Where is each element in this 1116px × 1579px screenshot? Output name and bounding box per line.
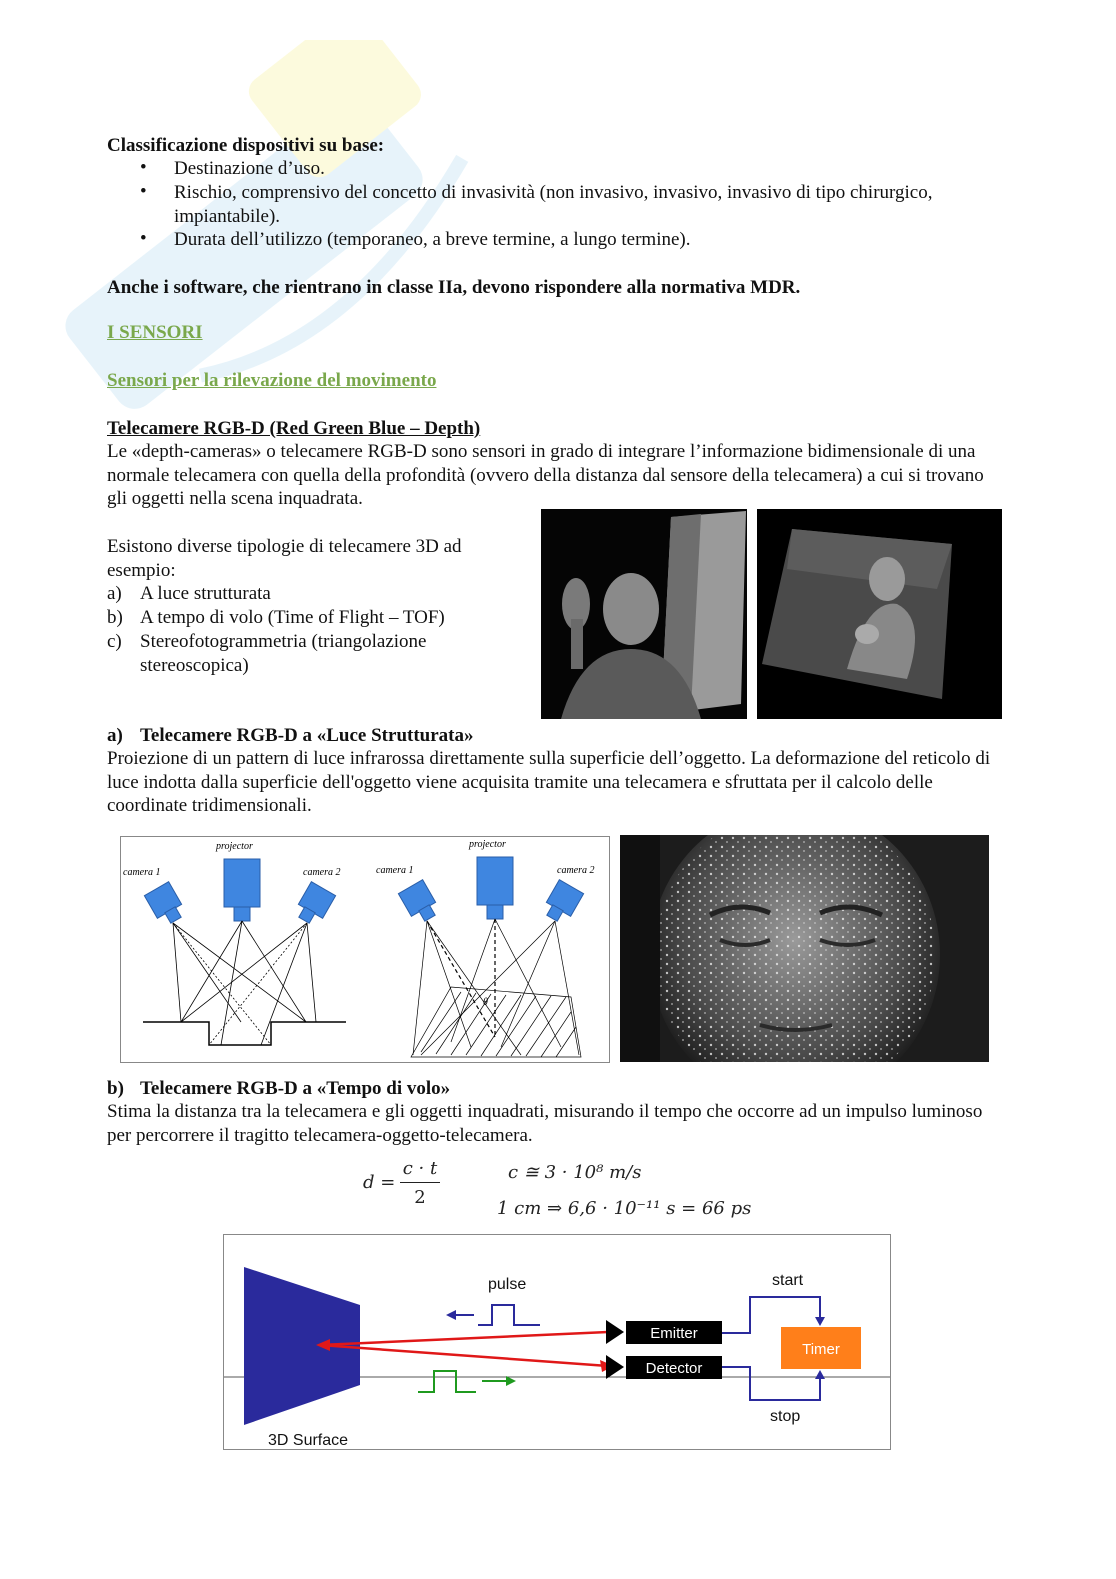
camera-icon bbox=[298, 882, 335, 923]
camera1-label: camera 1 bbox=[376, 865, 414, 876]
type-structured-light: A luce strutturata bbox=[140, 583, 271, 604]
depth-image-person-waving bbox=[541, 509, 747, 719]
face-ir-pattern-image bbox=[620, 835, 989, 1062]
bullet-icon: • bbox=[140, 181, 147, 202]
tof-marker: b) bbox=[107, 1078, 124, 1099]
fraction-bar bbox=[400, 1182, 440, 1183]
emitter-label: Emitter bbox=[650, 1325, 698, 1342]
tof-title: Telecamere RGB-D a «Tempo di volo» bbox=[140, 1078, 451, 1099]
timer-label: Timer bbox=[802, 1341, 840, 1358]
formula-speed: c ≅ 3 · 10⁸ m/s bbox=[508, 1162, 642, 1183]
structured-light-marker: a) bbox=[107, 725, 123, 746]
detector-lens-icon bbox=[606, 1355, 624, 1379]
classification-item-1: Destinazione d’uso. bbox=[174, 158, 325, 179]
structured-light-text: Proiezione di un pattern di luce infrarossa direttamente sulla superficie dell’oggetto. La deformazione del reticolo di luce indotta dalla superficie dell'oggetto viene acquisita tramite una telecamera e sfruttata per il calcolo delle coordinate tridimensionali. bbox=[107, 748, 991, 816]
structured-light-diagram bbox=[120, 836, 610, 1063]
type-marker: c) bbox=[107, 631, 122, 652]
type-stereo: Stereofotogrammetria (triangolazione stereoscopica) bbox=[140, 631, 427, 676]
section-title: I SENSORI bbox=[107, 322, 203, 343]
depth-image-person-crouching bbox=[757, 509, 1002, 719]
structured-light-title: Telecamere RGB-D a «Luce Strutturata» bbox=[140, 725, 474, 746]
bullet-icon: • bbox=[140, 228, 147, 249]
camera2-label: camera 2 bbox=[557, 865, 595, 876]
rgbd-intro: Le «depth-cameras» o telecamere RGB-D sono sensori in grado di integrare l’informazione bidimensionale di una normale telecamera con quella della profondità (ovvero della distanza dal sensore della telecamera) a cui si trovano gli oggetti nella scena inquadrata. bbox=[107, 441, 984, 509]
formula-lhs: d = bbox=[363, 1172, 396, 1193]
arrow-up-icon bbox=[815, 1370, 825, 1379]
camera-icon bbox=[144, 882, 181, 923]
type-marker: a) bbox=[107, 583, 122, 604]
type-marker: b) bbox=[107, 607, 123, 628]
detector-label: Detector bbox=[645, 1360, 703, 1377]
camera-icon bbox=[546, 880, 583, 921]
arrow-left-icon bbox=[446, 1310, 456, 1320]
subsection-title: Sensori per la rilevazione del movimento bbox=[107, 370, 437, 391]
camera2-label: camera 2 bbox=[303, 867, 341, 878]
camera1-label: camera 1 bbox=[123, 867, 161, 878]
classification-heading: Classificazione dispositivi su base: bbox=[107, 135, 385, 156]
start-label: start bbox=[772, 1272, 804, 1289]
emitter-lens-icon bbox=[606, 1320, 624, 1344]
rgbd-title: Telecamere RGB-D (Red Green Blue – Depth) bbox=[107, 418, 481, 439]
projector-icon bbox=[224, 859, 260, 921]
pulse-label: pulse bbox=[488, 1276, 527, 1293]
classification-item-2: Rischio, comprensivo del concetto di invasività (non invasivo, invasivo, invasivo di tipo chirurgico, impiantabile). bbox=[174, 182, 933, 227]
rgbd-types-intro: Esistono diverse tipologie di telecamere 3D ad esempio: bbox=[107, 536, 462, 581]
projector-label: projector bbox=[216, 841, 253, 852]
formula-denominator: 2 bbox=[414, 1187, 426, 1208]
tof-formula bbox=[360, 1158, 780, 1228]
type-tof: A tempo di volo (Time of Flight – TOF) bbox=[140, 607, 445, 628]
projector-label: projector bbox=[469, 839, 506, 850]
software-note: Anche i software, che rientrano in classe IIa, devono rispondere alla normativa MDR. bbox=[107, 277, 801, 298]
tof-text: Stima la distanza tra la telecamera e gli oggetti inquadrati, misurando il tempo che occorre ad un impulso luminoso per percorrere il tragitto telecamera-oggetto-telecamera. bbox=[107, 1101, 983, 1146]
arrow-down-icon bbox=[815, 1317, 825, 1326]
stop-label: stop bbox=[770, 1408, 801, 1425]
formula-conversion: 1 cm ⇒ 6,6 · 10⁻¹¹ s = 66 ps bbox=[497, 1198, 752, 1219]
formula-numerator: c · t bbox=[402, 1158, 438, 1179]
bullet-icon: • bbox=[140, 157, 147, 178]
classification-item-3: Durata dell’utilizzo (temporaneo, a breve termine, a lungo termine). bbox=[174, 229, 691, 250]
theta-label: θ bbox=[483, 997, 488, 1008]
projector-icon bbox=[477, 857, 513, 919]
tof-diagram bbox=[223, 1234, 891, 1450]
surface-label: 3D Surface bbox=[268, 1432, 349, 1449]
camera-icon bbox=[398, 880, 435, 921]
